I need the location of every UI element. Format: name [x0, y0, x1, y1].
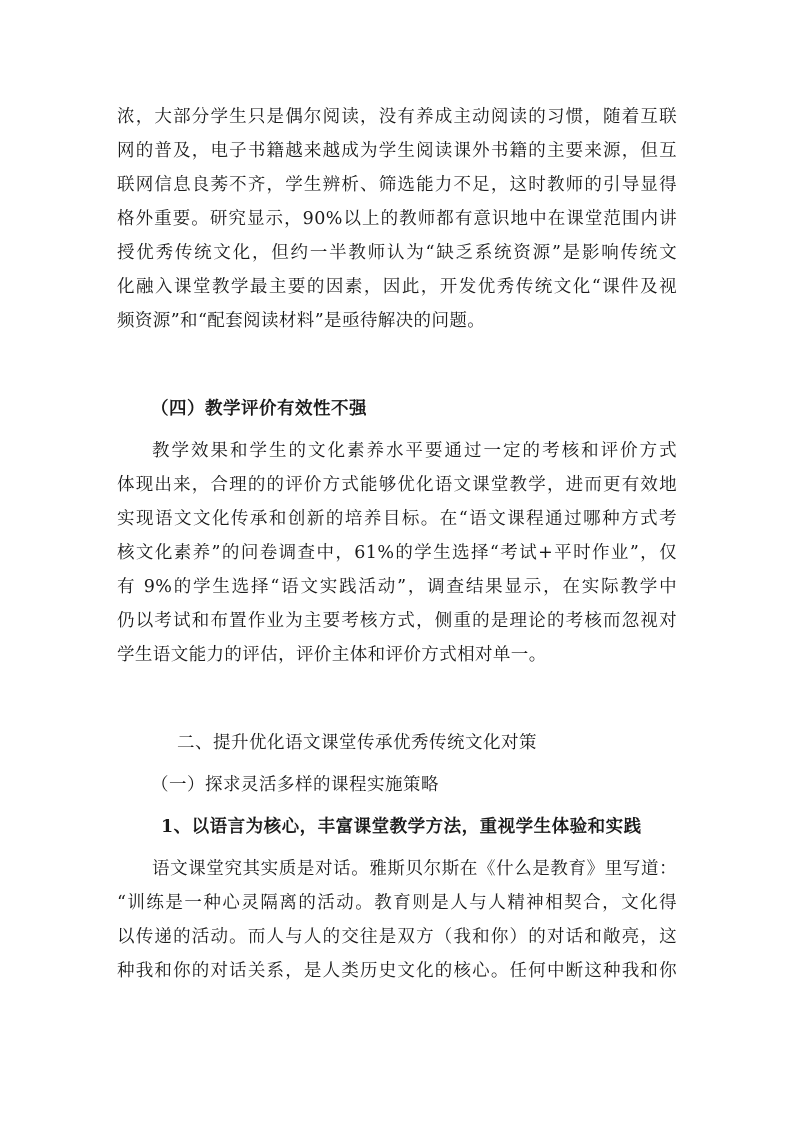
paragraph-line: 格外重要。研究显示，90%以上的教师都有意识地中在课堂范围内讲	[117, 209, 677, 229]
paragraph-line: 授优秀传统文化，但约一半教师认为“缺乏系统资源”是影响传统文	[117, 243, 677, 263]
paragraph-2	[117, 434, 677, 672]
heading-point-1: 1、以语言为核心，丰富课堂教学方法，重视学生体验和实践	[161, 817, 642, 837]
heading-section-2: 二、提升优化语文课堂传承优秀传统文化对策	[177, 733, 537, 753]
paragraph-3	[117, 852, 677, 988]
paragraph-line: “训练是一种心灵隔离的活动。教育则是人与人精神相契合，文化得	[117, 893, 677, 913]
paragraph-line: 实现语文文化传承和创新的培养目标。在“语文课程通过哪种方式考	[117, 509, 677, 529]
paragraph-line: 网的普及，电子书籍越来越成为学生阅读课外书籍的主要来源，但互	[117, 141, 677, 161]
paragraph-line: 语文课堂究其实质是对话。雅斯贝尔斯在《什么是教育》里写道：	[152, 859, 677, 879]
heading-subsection-1: （一）探求灵活多样的课程实施策略	[151, 775, 439, 795]
paragraph-line: 教学效果和学生的文化素养水平要通过一定的考核和评价方式	[152, 441, 677, 461]
paragraph-line: 频资源”和“配套阅读材料”是亟待解决的问题。	[117, 311, 486, 331]
paragraph-line: 体现出来，合理的的评价方式能够优化语文课堂教学，进而更有效地	[117, 475, 677, 495]
paragraph-1	[117, 100, 677, 338]
paragraph-line: 种我和你的对话关系，是人类历史文化的核心。任何中断这种我和你	[117, 961, 677, 981]
paragraph-line: 核文化素养”的问卷调查中，61%的学生选择“考试+平时作业”，仅	[117, 543, 677, 563]
paragraph-line: 以传递的活动。而人与人的交往是双方（我和你）的对话和敞亮，这	[117, 927, 677, 947]
paragraph-line: 有 9%的学生选择“语文实践活动”，调查结果显示，在实际教学中	[117, 577, 677, 597]
paragraph-line: 联网信息良莠不齐，学生辨析、筛选能力不足，这时教师的引导显得	[117, 175, 677, 195]
paragraph-line: 仍以考试和布置作业为主要考核方式，侧重的是理论的考核而忽视对	[117, 611, 677, 631]
heading-evaluation: （四）教学评价有效性不强	[151, 399, 367, 419]
paragraph-line: 学生语文能力的评估，评价主体和评价方式相对单一。	[117, 645, 547, 665]
paragraph-line: 浓，大部分学生只是偶尔阅读，没有养成主动阅读的习惯，随着互联	[117, 107, 677, 127]
paragraph-line: 化融入课堂教学最主要的因素，因此，开发优秀传统文化“课件及视	[117, 277, 677, 297]
